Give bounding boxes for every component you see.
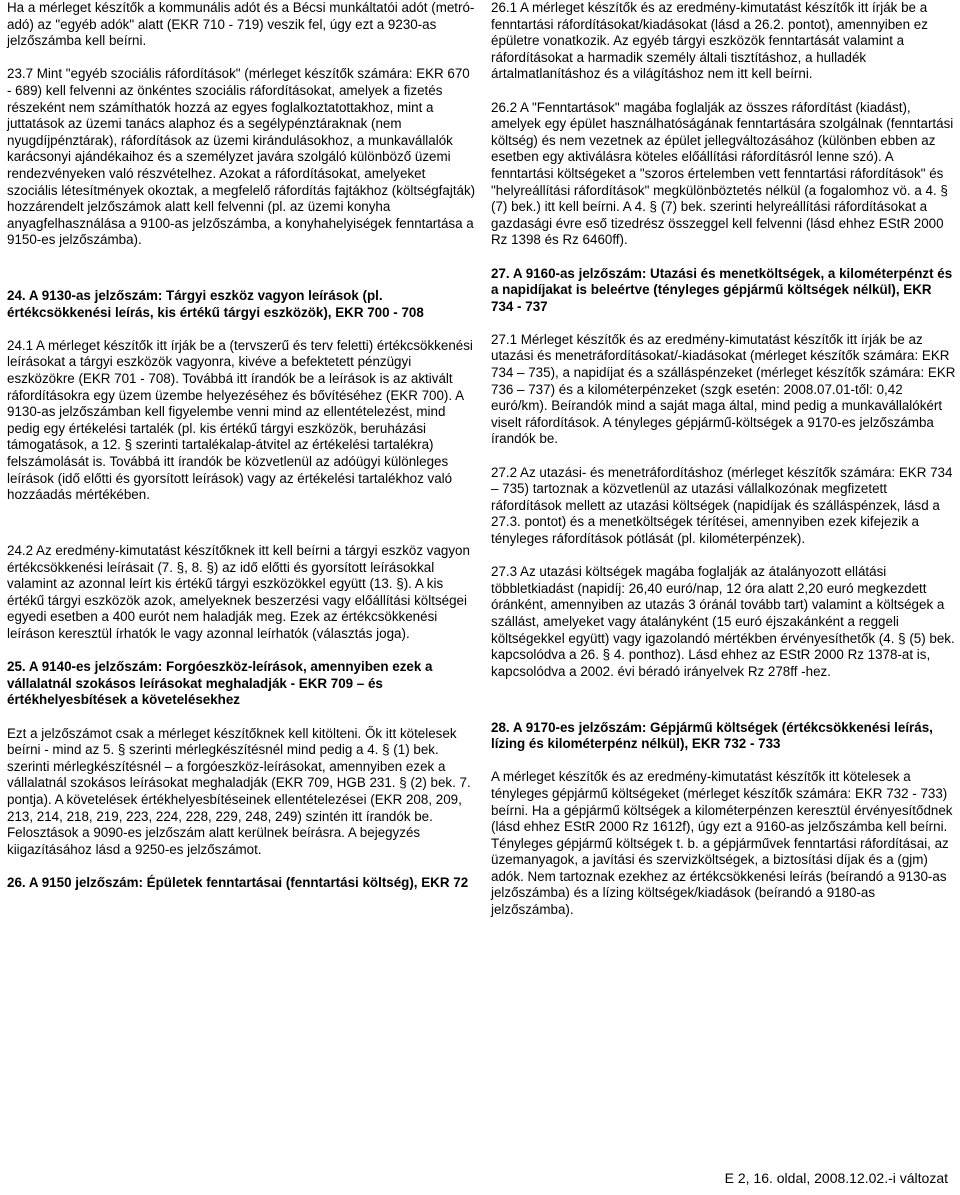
paragraph-27-1: 27.1 Mérleget készítők és az eredmény-kimutatást készítők itt írják be az utazási és menetráfordításokat/-kiadásokat (mérleget készítők számára: EKR 734 – 735), a napidíjat és a szálláspénzeket (mérleget készítők számára: EKR 736 – 737) és a kilométerpénzeket (szgk esetén: 2008.07.01-től: 0,42 euró/km). Beírandók mind a saját maga által, mind pedig a munkavállalókért viselt ráfordítások. A tényleges gépjármű-költségek a 9170-es jelzőszámba írandók be.	[491, 331, 956, 447]
paragraph-24-2: 24.2 Az eredmény-kimutatást készítőknek itt kell beírni a tárgyi eszköz vagyon értékcsökkenési leírásait (7. §, 8. §) az idő előtti és gyorsított leírásokkal valamint az azonnal leírt kis értékű tárgyi eszközökkel együtt (13. §). A kis értékű tárgyi eszközök azok, amelyeknek beszerzési vagy előállítási költségei egyedi esetben a 400 eurót nem haladják meg. Ezek az értékcsökkenési leíráson keresztül írhatók le vagy azonnal leírhatók (választás joga).	[7, 543, 470, 641]
paragraph-26-2: 26.2 A "Fenntartások" magába foglalják az összes ráfordítást (kiadást), amelyek egy épület használhatóságának fenntartására szolgálnak (fenntartási költség) és nem vezetnek az épület jellegváltozásához (különben ebben az esetben egy aktiválásra köteles előállítási ráfordításról lenne szó). A fenntartási költségeket a "szoros értelemben vett fenntartási ráfordítások" és "helyreállítási ráfordítások" megkülönböztetés nélkül (a fogalomhoz vö. a 4. § (7) bek.) itt kell beírni. A 4. § (7) bek. szerinti helyreállítási ráfordításokat a gazdasági évre eső tizedrész összeggel kell felvenni (lásd ehhez EStR 2000 Rz 1398 és Rz 6460ff).	[491, 99, 954, 248]
page-footer: E 2, 16. oldal, 2008.12.02.-i változat	[724, 1170, 948, 1186]
heading-25: 25. A 9140-es jelzőszám: Forgóeszköz-leírások, amennyiben ezek a vállalatnál szokásos leírásokat meghaladják - EKR 709 – és értékhelyesbítések a követelésekhez	[7, 659, 433, 708]
paragraph-28: A mérleget készítők és az eredmény-kimutatást készítők itt kötelesek a tényleges gépjármű költségeket (mérleget készítők számára: EKR 732 - 733) beírni. Ha a gépjármű költségek a kilométerpénzen keresztül érvényesítődnek (lásd ehhez EStR 2000 Rz 1612f), úgy ezt a 9160-as jelzőszámba kell beírni. Tényleges gépjármű költségek t. b. a gépjárművek fenntartási ráfordításai, az üzemanyagok, a javítási és szervizköltségek, a biztosítási díjak és a (gjm) adók. Nem tartoznak ezekhez az értékcsökkenési leírás (beírandó a 9130-as jelzőszámba) és a lízing költségek/kiadások (beírandó a 9180-as jelzőszámba).	[491, 769, 953, 918]
blank-spacer	[491, 697, 956, 714]
paragraph-23-7: 23.7 Mint "egyéb szociális ráfordítások" (mérleget készítők számára: EKR 670 - 689) kell felvenni az önkéntes szociális ráfordításokat, amelyek a fizetés részeként nem számíthatók hozzá az egyes foglalkoztatottakhoz, mint a juttatások az üzemi tanács alaphoz és a segélypénztáraknak (nem nyugdíjpénztárak), ráfordítások az üzemi kirándulásokhoz, a munkavállalók karácsonyi ajándékaihoz és a személyzet javára szolgáló különböző üzemi rendezvényeken való részvételhez. Azokat a ráfordításokat, amelyeket szociális létesítmények okoztak, a megfelelő ráfordítás fajtákhoz (költségfajták) hozzárendelt jelzőszámok alatt kell felvenni (pl. az üzemi konyha anyagfelhasználása a 9100-as jelzőszámba, a konyhahelyiségek fenntartása a 9150-es jelzőszámba).	[7, 66, 476, 248]
right-column	[491, 0, 956, 935]
paragraph-intro: Ha a mérleget készítők a kommunális adót és a Bécsi munkáltatói adót (metró-adó) az "egyéb adók" alatt (EKR 710 - 719) veszik fel, úgy ezt a 9230-as jelzőszámba kell beírni.	[7, 0, 475, 49]
blank-spacer	[7, 520, 477, 537]
paragraph-25: Ezt a jelzőszámot csak a mérleget készítőknek kell kitölteni. Ők itt kötelesek beírni - mind az 5. § szerinti mérlegkészítésnél mind pedig a 4. § (1) bek. szerinti mérlegkészítésnél – a forgóeszköz-leírásokat, amennyiben ezek a vállalatnál szokásos leírásokat meghaladják (EKR 709, HGB 231. § (2) bek. 7. pontja). A követelések értékhelyesbítéseinek ellentételezései (EKR 208, 209, 213, 214, 218, 219, 223, 224, 228, 229, 248, 249) szintén itt írandók be. Felosztások a 9090-es jelzőszám alatt kerülnek beírásra. A bejegyzés kiigazításához lásd a 9250-es jelzőszámot.	[7, 725, 471, 857]
left-column	[7, 0, 477, 908]
heading-28: 28. A 9170-es jelzőszám: Gépjármű költségek (értékcsökkenési leírás, lízing és kilométerpénz nélkül), EKR 732 - 733	[491, 719, 933, 752]
heading-26: 26. A 9150 jelzőszám: Épületek fenntartásai (fenntartási költség), EKR 72	[7, 874, 469, 890]
paragraph-27-2: 27.2 Az utazási- és menetráfordításhoz (mérleget készítők számára: EKR 734 – 735) tartoznak a közvetlenül az utazási vállalkozónak megfizetett ráfordítások mellett az utazási költségek (napidíjak és szálláspénzek, lásd a 27.3. pontot) és a menetköltségek térítései, amennyiben ezek kifejezik a tényleges ráfordítások pótlását (pl. kilométerpénzek).	[491, 464, 953, 546]
blank-spacer	[7, 266, 477, 283]
paragraph-26-1: 26.1 A mérleget készítők és az eredmény-kimutatást készítők itt írják be a fenntartási ráfordításokat/kiadásokat (lásd a 26.2. pontot), amennyiben ez épületre vonatkozik. Az egyéb tárgyi eszközök fenntartását valamint a ráfordításokat a harmadik személy általi tisztításhoz, a hulladék ártalmatlanításhoz és a világításhoz nem itt kell beírni.	[491, 0, 928, 82]
paragraph-27-3: 27.3 Az utazási költségek magába foglalják az átalányozott ellátási többletkiadást (napidíj: 26,40 euró/nap, 12 óra alatt 2,20 euró megkezdett óránként, amennyiben az utazás 3 óránál tovább tart) valamint a költségek a szállást, amelyeket vagy átalányként (15 euró éjszakánként a reggeli költségekkel együtt) vagy igazolandó mértékben érvényesíthetők (4. § (5) bek. kapcsolódva a 26. § 4. ponthoz). Lásd ehhez az EStR 2000 Rz 1378-at is, kapcsolódva a 2002. évi béradó irányelvek Rz 278ff -hez.	[491, 564, 955, 679]
paragraph-24-1: 24.1 A mérleget készítők itt írják be a (tervszerű és terv feletti) értékcsökkenési leírásokat a tárgyi eszközök vagyonra, kivéve a befektetett pénzügyi eszközökre (EKR 701 - 708). Továbbá itt írandók be a leírások is az aktivált ráfordításokra egy üzem üzembe helyezéséhez és bővítéséhez (EKR 700). A 9130-as jelzőszámban kell figyelembe venni mind az ellentételezést, mind pedig egy értékelési tartalék (pl. kis értékű tárgyi eszközök, beruházási támogatások, a 12. § szerinti tartalékalap-átvitel az értékelési tartalékra) felszámolását is. Továbbá itt írandók be közvetlenül az adóügyi különleges leírások (idő előtti és gyorsított leírások) vagy az értékelési tartalékhoz való hozzáadás mértékében.	[7, 337, 473, 503]
heading-27: 27. A 9160-as jelzőszám: Utazási és menetköltségek, a kilométerpénzt és a napidíjakat is beleértve (tényleges gépjármű költségek nélkül), EKR 734 - 737	[491, 265, 953, 314]
heading-24: 24. A 9130-as jelzőszám: Tárgyi eszköz vagyon leírások (pl. értékcsökkenési leírás, kis értékű tárgyi eszközök), EKR 700 - 708	[7, 288, 424, 320]
